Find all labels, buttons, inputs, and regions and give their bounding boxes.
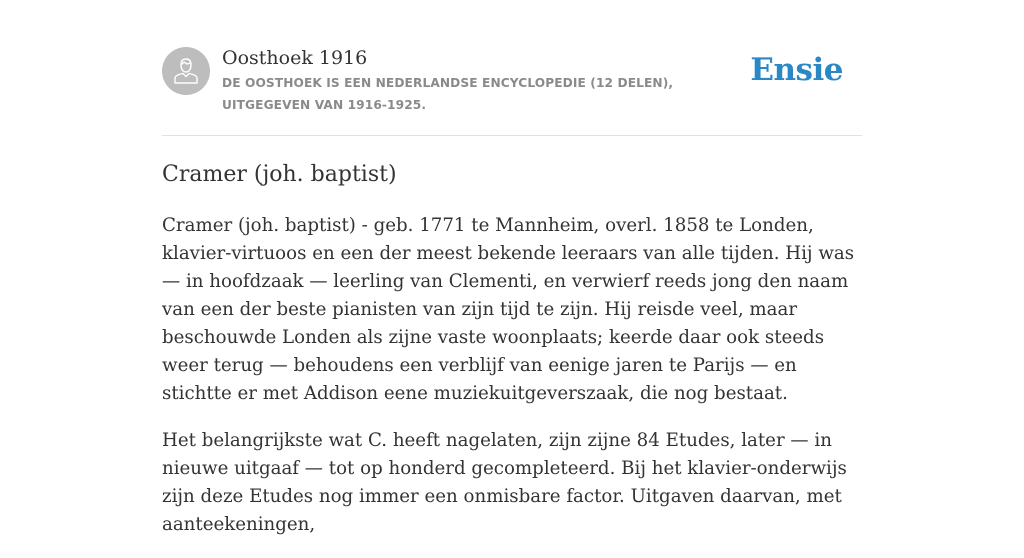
ensie-logo[interactable]: Ensie: [750, 52, 843, 88]
user-icon: [172, 56, 200, 86]
source-title-link[interactable]: Oosthoek 1916: [222, 47, 368, 69]
article-body: [162, 212, 862, 558]
source-avatar[interactable]: [162, 47, 210, 95]
source-info: [222, 45, 762, 116]
content-column: [162, 0, 862, 535]
article-title: Cramer (joh. baptist): [162, 162, 397, 187]
article-paragraph: Het belangrijkste wat C. heeft nagelaten, zijn zijne 84 Etudes, later — in nieuwe uitgaaf — tot op honderd gecompleteerd. Bij het klavier-onderwijs zijn deze Etudes nog immer een onmisbare factor. Uitgaven daarvan, met aanteekeningen,: [162, 430, 847, 535]
article-paragraph: Cramer (joh. baptist) - geb. 1771 te Mannheim, overl. 1858 te Londen, klavier-virtuoos en een der meest bekende leeraars van alle tijden. Hij was — in hoofdzaak — leerling van Clementi, en verwierf reeds jong den naam van een der beste pianisten van zijn tijd te zijn. Hij reisde veel, maar beschouwde Londen als zijne vaste woonplaats; keerde daar ook steeds weer terug — behoudens een verblijf van eenige jaren te Parijs — en stichtte er met Addison eene muziekuitgeverszaak, die nog bestaat.: [162, 215, 855, 404]
source-description: DE OOSTHOEK IS EEN NEDERLANDSE ENCYCLOPEDIE (12 DELEN), UITGEGEVEN VAN 1916-1925.: [222, 76, 674, 112]
source-header: [162, 0, 862, 136]
